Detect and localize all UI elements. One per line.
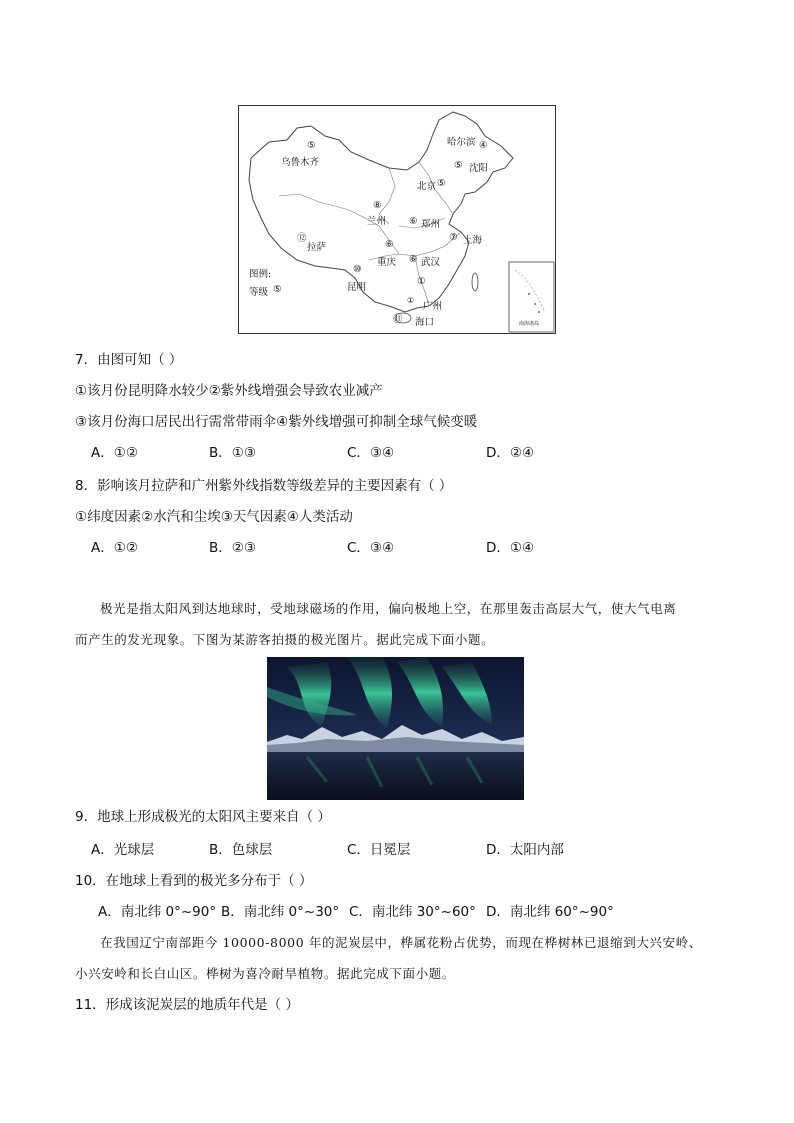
aurora-passage-line-1: 极光是指太阳风到达地球时，受地球磁场的作用，偏向极地上空，在那里轰击高层大气，使大气电离	[100, 601, 677, 616]
aurora-passage-line-2: 而产生的发光现象。下图为某游客拍摄的极光图片。据此完成下面小题。	[75, 632, 495, 647]
city-wuhan: 武汉	[421, 257, 441, 268]
region-mark: ①	[417, 276, 426, 287]
city-haikou-level: ⑪	[393, 314, 403, 325]
q10-option-c[interactable]: C．南北纬 30°~60°	[349, 904, 476, 920]
birch-passage-line-1: 在我国辽宁南部距今 10000-8000 年的泥炭层中，桦属花粉占优势，而现在桦树林已退缩到大兴安岭、	[100, 935, 702, 950]
q7-statements-2: ③该月份海口居民出行需常带雨伞④紫外线增强可抑制全球气候变暖	[75, 414, 478, 430]
city-haikou: 海口	[415, 317, 435, 328]
city-kunming: 昆明	[347, 282, 367, 293]
city-harbin: 哈尔滨	[447, 137, 476, 148]
city-shanghai: 上海	[463, 235, 483, 246]
q11-stem: 11．形成该泥炭层的地质年代是（ ）	[75, 997, 299, 1013]
q8-statements-1: ①纬度因素②水汽和尘埃③天气因素④人类活动	[75, 509, 353, 525]
city-wuhan-level: ⑥	[409, 254, 418, 265]
q8-stem: 8．影响该月拉萨和广州紫外线指数等级差异的主要因素有（ ）	[75, 478, 453, 494]
city-guangzhou: 广州	[423, 301, 443, 312]
city-zhengzhou-level: ⑥	[409, 216, 418, 227]
city-lanzhou: 兰州	[367, 216, 387, 227]
q10-stem: 10．在地球上看到的极光多分布于（ ）	[75, 873, 313, 889]
city-beijing-level: ⑤	[437, 178, 446, 189]
q7-option-c[interactable]: C．③④	[347, 445, 395, 461]
city-lanzhou-level: ⑧	[373, 200, 382, 211]
legend-label: 等级	[249, 287, 269, 298]
city-chongqing-level: ⑥	[385, 239, 394, 250]
q8-option-a[interactable]: A．①②	[91, 540, 138, 556]
q9-option-b[interactable]: B．色球层	[209, 842, 273, 858]
q9-option-a[interactable]: A．光球层	[91, 842, 155, 858]
q7-option-b[interactable]: B．①③	[209, 445, 256, 461]
china-outline-map	[239, 106, 555, 333]
city-beijing: 北京	[417, 181, 437, 192]
city-urumqi-level: ⑤	[307, 140, 316, 151]
city-chongqing: 重庆	[377, 257, 397, 268]
q10-option-d[interactable]: D．南北纬 60°~90°	[486, 904, 614, 920]
city-urumqi: 乌鲁木齐	[281, 157, 320, 168]
q9-stem: 9．地球上形成极光的太阳风主要来自（ ）	[75, 809, 331, 825]
q8-option-c[interactable]: C．③④	[347, 540, 395, 556]
city-shenyang: 沈阳	[469, 163, 489, 174]
city-kunming-level: ⑩	[353, 264, 362, 275]
city-lhasa: 拉萨	[307, 242, 327, 253]
legend-title: 图例:	[249, 269, 272, 280]
q9-option-c[interactable]: C．日冕层	[347, 842, 411, 858]
q10-option-b[interactable]: B．南北纬 0°~30°	[221, 904, 340, 920]
q7-option-d[interactable]: D．②④	[486, 445, 535, 461]
aurora-photo	[267, 657, 524, 800]
inset-label: 南海诸岛	[519, 321, 540, 327]
q7-option-a[interactable]: A．①②	[91, 445, 138, 461]
city-shanghai-level: ⑦	[449, 232, 458, 243]
city-shenyang-level: ⑤	[454, 160, 463, 171]
city-guangzhou-level: ①	[407, 296, 415, 305]
city-zhengzhou: 郑州	[421, 219, 441, 230]
birch-passage-line-2: 小兴安岭和长白山区。桦树为喜冷耐旱植物。据此完成下面小题。	[75, 966, 455, 981]
china-uv-index-map	[238, 105, 556, 334]
q8-option-d[interactable]: D．①④	[486, 540, 535, 556]
q10-option-a[interactable]: A．南北纬 0°~90°	[98, 904, 217, 920]
aurora-illustration	[267, 657, 524, 800]
city-lhasa-level: ⑫	[297, 233, 307, 244]
city-harbin-level: ④	[479, 140, 488, 151]
q9-option-d[interactable]: D．太阳内部	[486, 842, 564, 858]
q7-statements-1: ①该月份昆明降水较少②紫外线增强会导致农业减产	[75, 383, 383, 399]
q7-stem: 7．由图可知（ ）	[75, 352, 183, 368]
legend-symbol: ⑤	[273, 284, 282, 295]
q8-option-b[interactable]: B．②③	[209, 540, 256, 556]
